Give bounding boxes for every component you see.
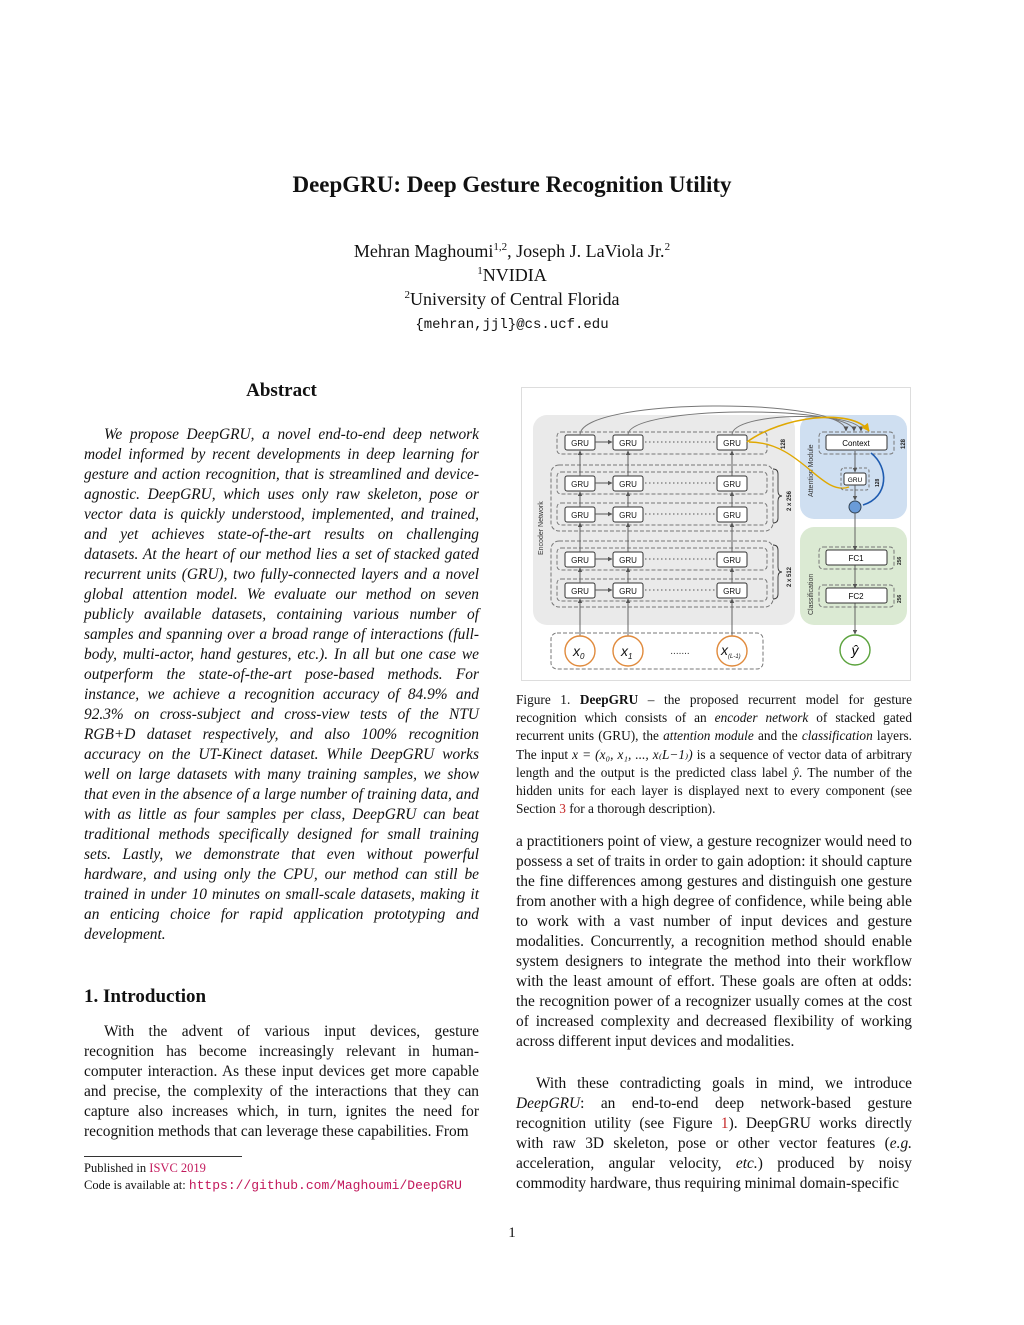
github-link[interactable]: https://github.com/Maghoumi/DeepGRU — [188, 1178, 462, 1193]
input-ellipsis: ....... — [670, 646, 690, 657]
dim-attention-gru: 128 — [875, 478, 881, 487]
intro-paragraph-3 — [516, 1074, 912, 1194]
output-label: ŷ — [851, 642, 859, 658]
page-number: 1 — [508, 1225, 516, 1241]
author-line — [0, 241, 1024, 262]
attention-gru-label: GRU — [847, 477, 863, 484]
intro-text: acceleration, angular velocity, — [516, 1155, 736, 1172]
intro-heading: 1. Introduction — [84, 986, 207, 1007]
input-xl-symbol: x — [721, 642, 728, 658]
caption-text: for a thorough description). — [565, 801, 716, 817]
caption-emphasis: encoder network — [714, 710, 809, 726]
author-1-affiliation: 1,2 — [493, 241, 508, 253]
author-2-affiliation: 2 — [664, 241, 671, 253]
gru-label: GRU — [619, 439, 637, 448]
dim-2x512: 2 x 512 — [787, 566, 793, 587]
classification-label: Classification — [808, 573, 815, 615]
figure-ref-link[interactable]: 1 — [720, 1115, 729, 1132]
caption-model-name: DeepGRU — [579, 692, 639, 707]
deepgru-architecture-figure — [521, 387, 911, 681]
intro-emphasis: etc. — [735, 1155, 758, 1172]
caption-prefix: Figure 1. — [516, 692, 580, 707]
dim-fc1: 256 — [897, 556, 903, 565]
gru-label: GRU — [619, 480, 637, 489]
author-2: , Joseph J. LaViola Jr. — [507, 241, 665, 261]
fc1-label: FC1 — [848, 554, 864, 563]
input-x0-node — [565, 636, 595, 666]
dim-context: 128 — [901, 438, 907, 449]
intro-paragraph-1: With the advent of various input devices, gesture recognition has become increasingly relevant in human-computer interaction. As these input devices get more capable and precise, the complexity of the interactions that they can capture also increases which, in turn, ignites the need for recognition methods that can leverage these capabilities. From — [84, 1023, 479, 1140]
abstract-text: We propose DeepGRU, a novel end-to-end deep network model informed by recent developments in deep learning for gesture and action recognition, that is streamlined and device-agnostic. DeepGRU, which uses only raw skeleton, pose or vector data is quickly understood, implemented, and trained, and yet achieves state-of-the-art results on challenging datasets. At the heart of our method lies a set of stacked gated recurrent units (GRU), two fully-connected layers and a novel global attention model. We evaluate our method on seven publicly available datasets, containing various number of samples and spanning over a broad range of interactions (full-body, multi-actor, hand gestures, etc.). In all but one case we outperform the state-of-the-art pose-based methods. For instance, we achieve a recognition accuracy of 84.9% and 92.3% on cross-subject and cross-view tests of the NTU RGB+D dataset respectively, and also 100% recognition accuracy on the UT-Kinect dataset. While DeepGRU works well on large datasets with many training samples, we show that even in the absence of a large number of training data, and with as little as four samples per class, DeepGRU can beat traditional methods specifically designed for small training sets. Lastly, we demonstrate that even without powerful hardware, and using only the CPU, our method can still be trained in under 10 minutes on small-scale datasets, making it an enticing choice for rapid application prototyping and development. — [84, 426, 479, 943]
intro-emphasis: e.g. — [889, 1135, 912, 1152]
gru-label: GRU — [571, 556, 589, 565]
dim-fc2: 256 — [897, 594, 903, 603]
author-1: Mehran Maghoumi — [353, 241, 494, 261]
gru-label: GRU — [619, 556, 637, 565]
footnote-rule — [84, 1156, 242, 1157]
input-xl-subscript: (L-1) — [728, 654, 741, 660]
gru-label: GRU — [571, 587, 589, 596]
caption-math: x = (x₀, x₁, ..., x₍L−1₎) — [572, 746, 693, 762]
gru-label: GRU — [571, 480, 589, 489]
paper-title: DeepGRU: Deep Gesture Recognition Utility — [292, 172, 732, 197]
caption-text: of stacked gated recurrent units (GRU), the — [516, 710, 912, 744]
gru-label: GRU — [723, 587, 741, 596]
caption-math: ŷ — [793, 764, 799, 780]
concat-node — [849, 501, 861, 513]
caption-text: and the — [753, 728, 802, 744]
affiliation-1-name: NVIDIA — [482, 265, 547, 285]
caption-text: – the proposed recurrent model for gesture recognition which consists of an — [516, 692, 912, 726]
footnote-code-label: Code is available at: — [84, 1178, 189, 1192]
author-email: {mehran,jjl}@cs.ucf.edu — [415, 317, 609, 333]
gru-label: GRU — [571, 511, 589, 520]
caption-emphasis: attention module — [663, 728, 754, 744]
gru-label: GRU — [571, 439, 589, 448]
fc2-label: FC2 — [848, 592, 864, 601]
input-x1-symbol: x — [621, 643, 628, 659]
input-x1-subscript: 1 — [628, 652, 633, 661]
gru-label: GRU — [723, 556, 741, 565]
intro-emphasis: DeepGRU — [516, 1095, 581, 1112]
gru-label: GRU — [619, 587, 637, 596]
intro-text: : an end-to-end deep network-based gesture recognition utility (see Figure — [516, 1095, 912, 1132]
footnote-published-label: Published in — [84, 1161, 150, 1175]
footnote-published — [84, 1161, 206, 1176]
gru-label: GRU — [619, 511, 637, 520]
affiliation-1-number: 1 — [477, 265, 483, 277]
affiliation-2 — [0, 289, 1024, 310]
section-ref-link[interactable]: 3 — [559, 801, 566, 817]
caption-text: is a sequence of vector data of arbitrary length and the output is the predicted class label — [516, 746, 913, 780]
gru-label: GRU — [723, 511, 741, 520]
context-label: Context — [842, 439, 870, 448]
isvc-link[interactable]: ISVC 2019 — [149, 1161, 206, 1175]
gru-label: GRU — [723, 439, 741, 448]
input-x1-node — [613, 636, 643, 666]
dim-row1: 128 — [781, 438, 787, 449]
intro-text: ). DeepGRU works directly with raw 3D skeleton, pose or other vector features ( — [516, 1115, 913, 1152]
input-x0-subscript: 0 — [580, 652, 585, 661]
footnote-code — [84, 1178, 462, 1193]
caption-emphasis: classification — [801, 728, 873, 744]
caption-text: . The number of the hidden units for each layer is displayed next to every component (see Section — [516, 764, 912, 817]
input-x0-symbol: x — [573, 643, 580, 659]
affiliation-1 — [0, 265, 1024, 286]
classification-panel — [800, 527, 907, 625]
intro-paragraph-2: a practitioners point of view, a gesture recognizer would need to possess a set of traits in order to gain adoption: it should capture the fine differences among gestures and distinguish one gesture from another with a high degree of confidence, while being able to work with a vast number of input devices and gesture modalities. Concurrently, a recognition method should enable system designers to integrate the method into their workflow with the least amount of effort. These goals are often at odds: the recognition power of a recognizer usually comes at the cost of increased complexity and decreased flexibility of working across different input devices and modalities. — [516, 833, 912, 1050]
figure-caption — [516, 691, 912, 818]
affiliation-2-number: 2 — [404, 289, 411, 301]
attention-module-label: Attention Module — [808, 444, 815, 497]
intro-text: ) produced by noisy commodity hardware, thus requiring minimal domain-specific — [516, 1155, 912, 1192]
encoder-network-label: Encoder Network — [538, 501, 545, 555]
abstract-heading: Abstract — [246, 380, 317, 401]
dim-2x256: 2 x 256 — [787, 490, 793, 511]
gru-label: GRU — [723, 480, 741, 489]
caption-text: layers. The input — [516, 728, 913, 762]
intro-text: With these contradicting goals in mind, we introduce — [536, 1075, 912, 1092]
affiliation-2-name: University of Central Florida — [410, 289, 620, 309]
